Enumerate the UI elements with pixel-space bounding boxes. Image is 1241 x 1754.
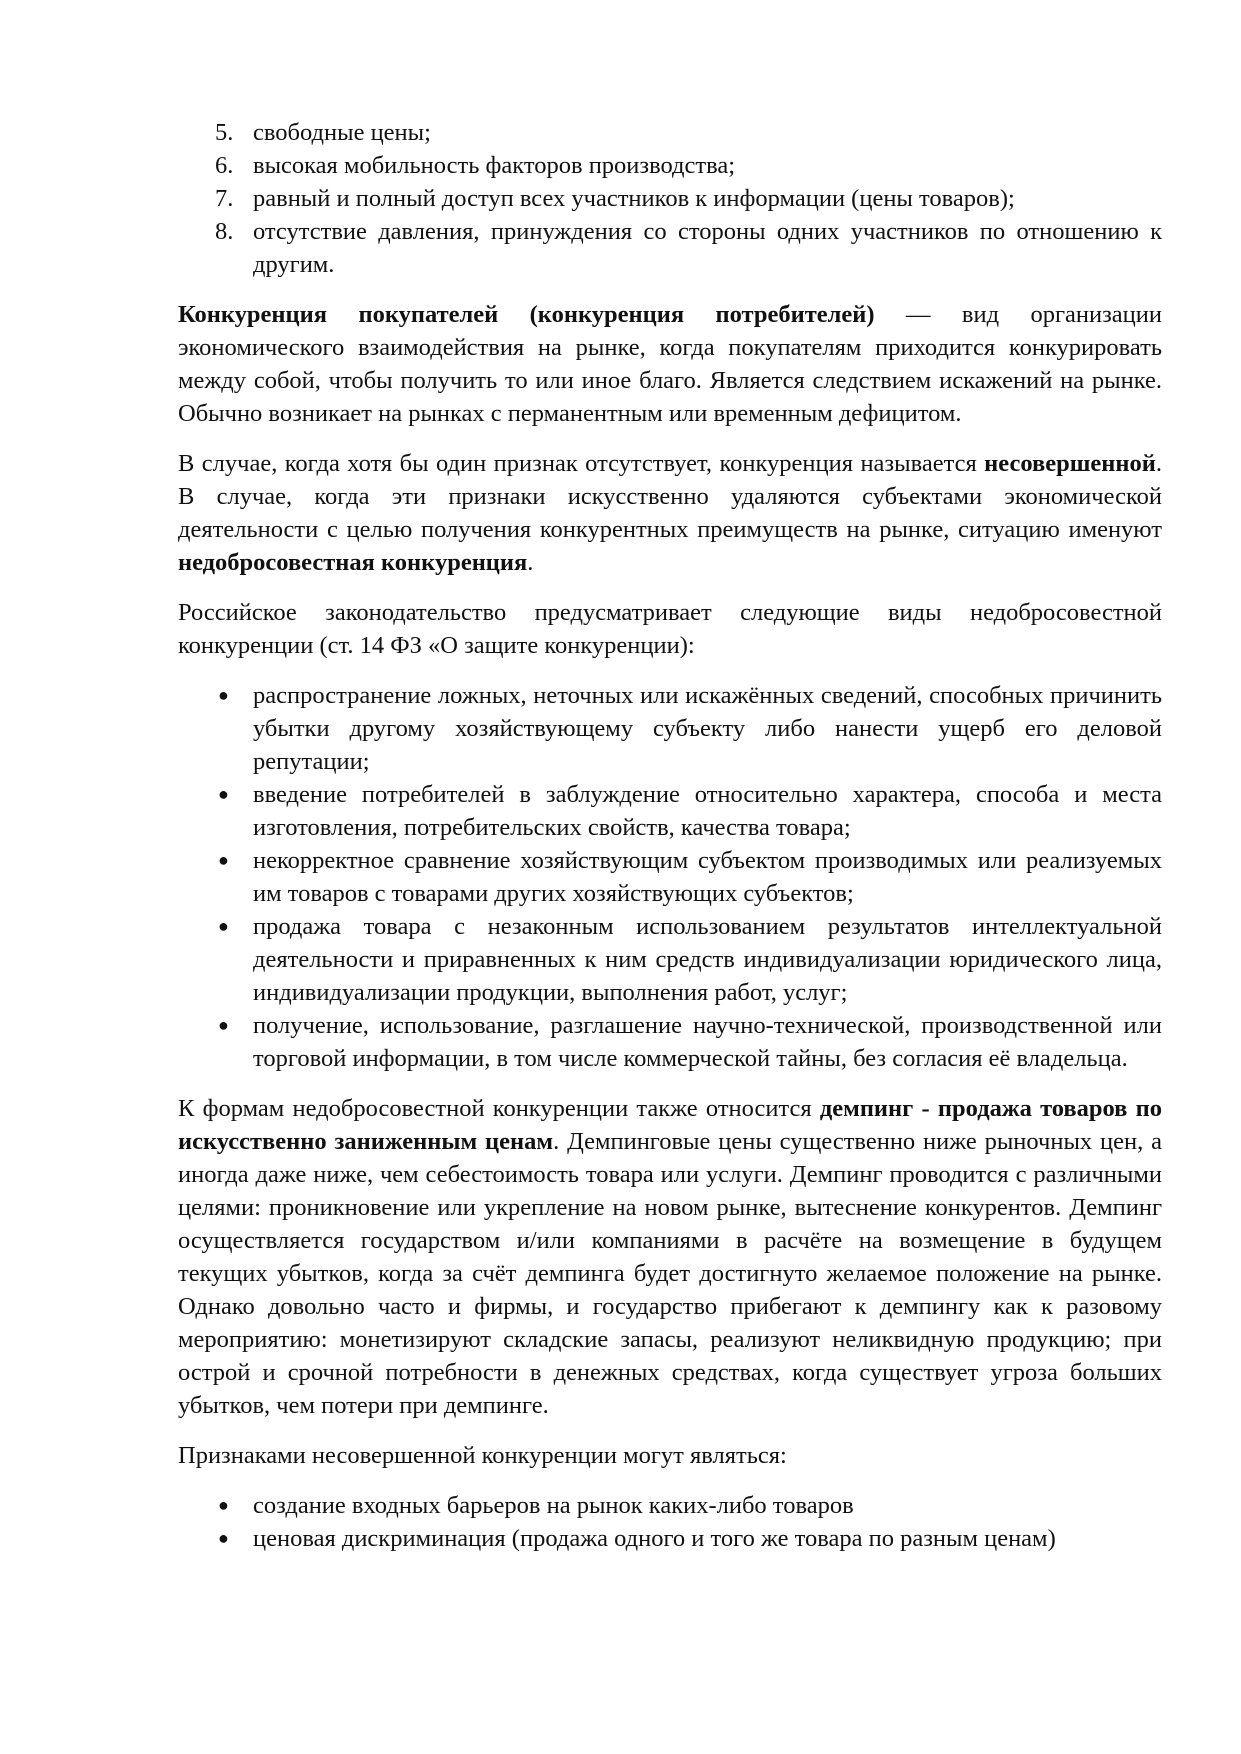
paragraph-text: — вид организации экономического взаимодействия на рынке, когда покупателям приходится конкурировать между собой, чтобы получить то или иное благо. Является следствием искажений на рынке. Обычно возникает на рынках с перманентным или временным дефицитом. [178, 301, 1162, 427]
bullet-icon: ● [218, 685, 229, 705]
list-number: 7. [215, 185, 234, 212]
list-item [178, 778, 1162, 844]
list-item [178, 679, 1162, 778]
list-number: 6. [215, 152, 234, 179]
list-item [178, 844, 1162, 910]
paragraph-text: К формам недобросовестной конкуренции также относится [178, 1095, 820, 1122]
list-item [178, 1489, 1162, 1522]
unfair-competition-list [178, 679, 1162, 1075]
list-item [178, 1009, 1162, 1075]
list-item-text: распространение ложных, неточных или искажённых сведений, способных причинить убытки другому хозяйствующему субъекту либо нанести ущерб его деловой репутации; [253, 682, 1162, 775]
list-item [178, 149, 1162, 182]
bullet-icon: ● [218, 1528, 229, 1548]
list-item-text: свободные цены; [253, 119, 431, 146]
list-item-text: отсутствие давления, принуждения со стороны одних участников по отношению к другим. [253, 218, 1162, 278]
list-item-text: высокая мобильность факторов производства; [253, 152, 736, 179]
term-imperfect: несовершенной [984, 450, 1156, 477]
list-item-text: создание входных барьеров на рынок каких-либо товаров [253, 1492, 854, 1519]
paragraph-text: . Демпинговые цены существенно ниже рыночных цен, а иногда даже ниже, чем себестоимость товара или услуги. Демпинг проводится с различными целями: проникновение или укрепление на новом рынке, вытеснение конкурентов. Демпинг осуществляется государством и/или компаниями в расчёте на возмещение в будущем текущих убытков, когда за счёт демпинга будет достигнуто желаемое положение на рынке. Однако довольно часто и фирмы, и государство прибегают к демпингу как к разовому мероприятию: монетизируют складские запасы, реализуют неликвидную продукцию; при острой и срочной потребности в денежных средствах, когда существует угроза больших убытков, чем потери при демпинге. [178, 1128, 1162, 1419]
list-item-text: получение, использование, разглашение научно-технической, производственной или торговой информации, в том числе коммерческой тайны, без согласия её владельца. [253, 1012, 1162, 1072]
paragraph-imperfect-competition [178, 447, 1162, 579]
bullet-icon: ● [218, 1015, 229, 1035]
term-dumping: демпинг - продажа товаров по искусственно заниженным ценам [178, 1095, 1162, 1155]
document-body [178, 116, 1162, 1555]
term-unfair-competition: недобросовестная конкуренция [178, 549, 528, 576]
paragraph-legislation: Российское законодательство предусматривает следующие виды недобросовестной конкуренции (ст. 14 ФЗ «О защите конкуренции): [178, 599, 1162, 659]
numbered-list [178, 116, 1162, 281]
list-number: 8. [215, 218, 234, 245]
list-item-text: введение потребителей в заблуждение относительно характера, способа и места изготовления, потребительских свойств, качества товара; [253, 781, 1162, 841]
signs-list [178, 1489, 1162, 1555]
paragraph-text: . [527, 549, 534, 576]
paragraph-text: . В случае, когда эти признаки искусственно удаляются субъектами экономической деятельности с целью получения конкурентных преимуществ на рынке, ситуацию именуют [178, 450, 1162, 543]
list-item [178, 910, 1162, 1009]
list-number: 5. [215, 119, 234, 146]
paragraph-signs: Признаками несовершенной конкуренции могут являться: [178, 1442, 787, 1469]
bullet-icon: ● [218, 784, 229, 804]
bullet-icon: ● [218, 850, 229, 870]
bullet-icon: ● [218, 916, 229, 936]
list-item [178, 215, 1162, 281]
list-item [178, 1522, 1162, 1555]
list-item [178, 182, 1162, 215]
list-item-text: продажа товара с незаконным использованием результатов интеллектуальной деятельности и приравненных к ним средств индивидуализации юридического лица, индивидуализации продукции, выполнения работ, услуг; [253, 913, 1162, 1006]
paragraph-buyers-competition [178, 298, 1162, 430]
list-item [178, 116, 1162, 149]
paragraph-text: В случае, когда хотя бы один признак отсутствует, конкуренция называется [178, 450, 985, 477]
bullet-icon: ● [218, 1495, 229, 1515]
paragraph-dumping [178, 1092, 1162, 1422]
term-buyers-competition: Конкуренция покупателей (конкуренция потребителей) [178, 301, 875, 328]
list-item-text: равный и полный доступ всех участников к информации (цены товаров); [253, 185, 1015, 212]
list-item-text: ценовая дискриминация (продажа одного и того же товара по разным ценам) [253, 1525, 1056, 1552]
list-item-text: некорректное сравнение хозяйствующим субъектом производимых или реализуемых им товаров с товарами других хозяйствующих субъектов; [253, 847, 1162, 907]
